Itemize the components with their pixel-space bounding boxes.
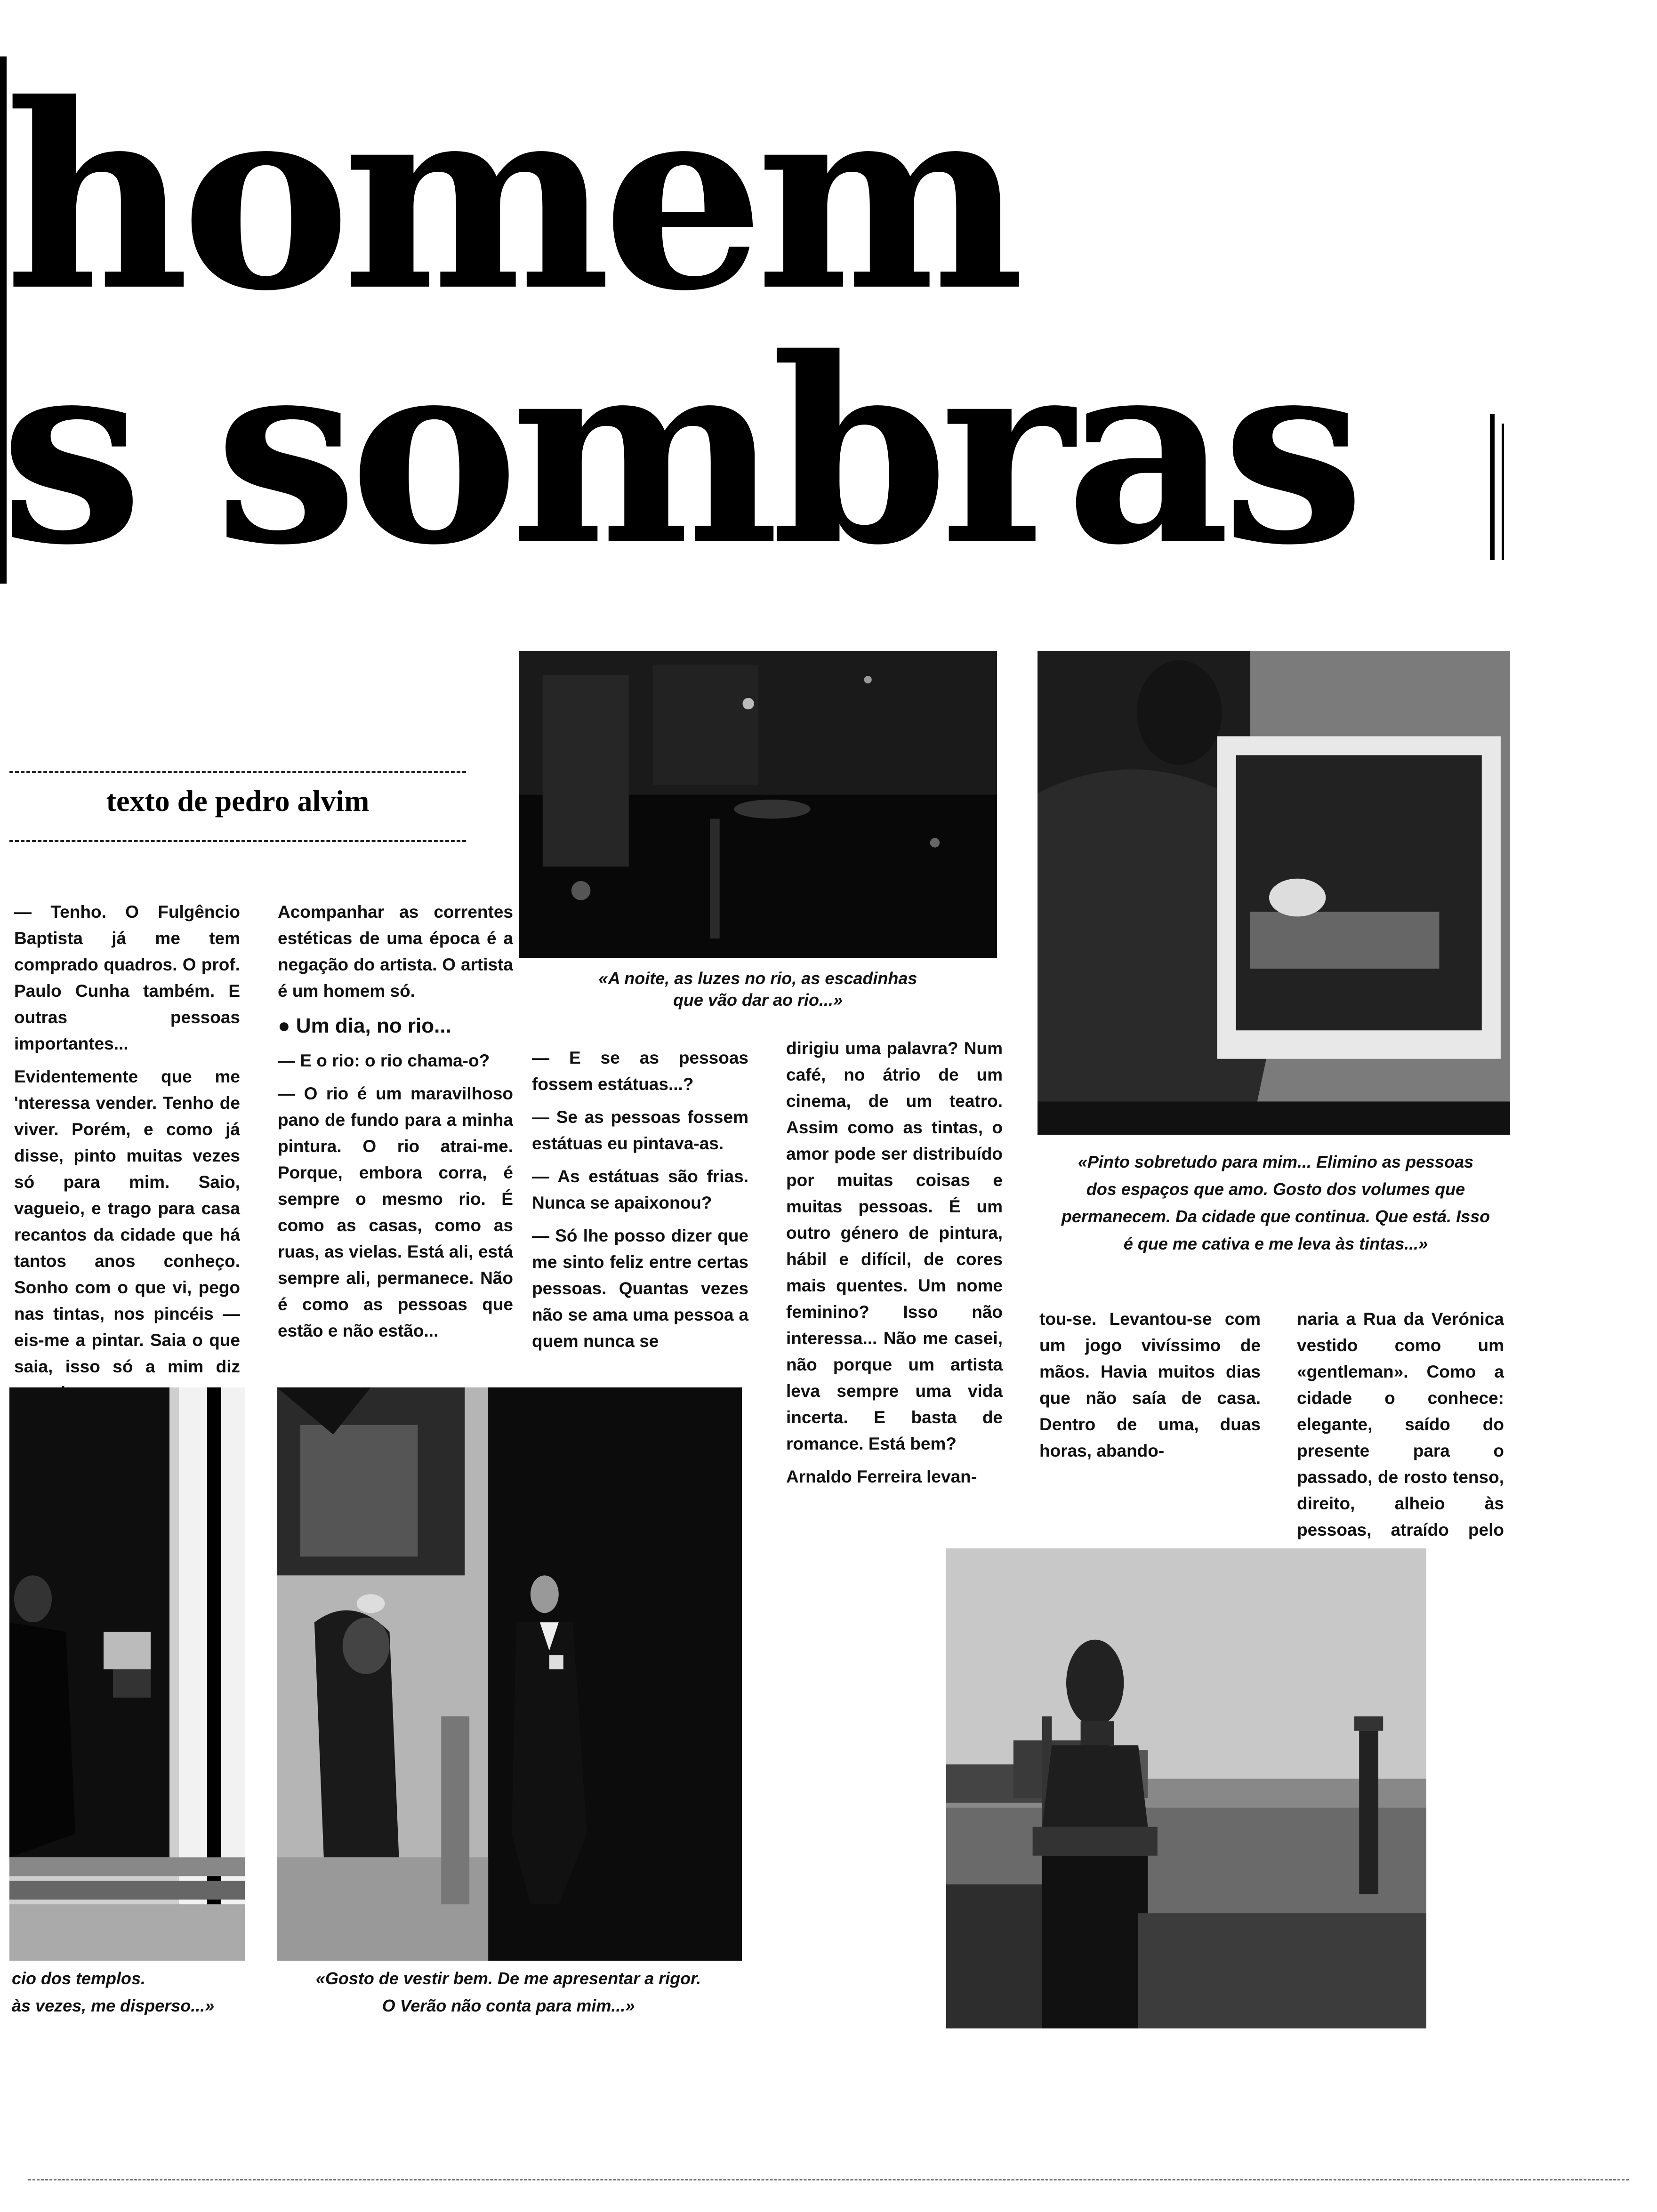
- river-pillar-photo: [946, 1548, 1426, 2028]
- text-column-4: [786, 1035, 1003, 1497]
- caption-dress: [292, 1965, 725, 2020]
- caption-painter: [1050, 1148, 1502, 1258]
- headline-line-2: s sombras: [0, 303, 1357, 601]
- col1-para-1: — Tenho. O Fulgêncio Baptista já me tem comprado quadros. O prof. Paulo Cunha também. E outras pessoas importantes...: [14, 902, 240, 1053]
- caption-painter-line-1: «Pinto sobretudo para mim... Elimino as pessoas: [1078, 1152, 1474, 1171]
- caption-dress-line-2: O Verão não conta para mim...»: [382, 1996, 635, 2015]
- col6-para-1: naria a Rua da Verónica vestido como um «gentleman». Como a cidade o conhece: elegante, saído do presente para o passado, de rosto tenso, direito, alheio às pessoas, atraído pelo: [1297, 1309, 1504, 1539]
- caption-temples: [12, 1965, 257, 2020]
- text-column-1: [14, 899, 240, 1413]
- text-column-6: [1297, 1306, 1504, 1576]
- text-column-5: [1039, 1306, 1261, 1471]
- text-column-2: [278, 899, 513, 1351]
- caption-night-river-line-1: «A noite, as luzes no rio, as escadinhas: [598, 969, 917, 988]
- text-column-3: [532, 1045, 748, 1361]
- byline: texto de pedro alvim: [106, 784, 370, 817]
- headline-line-1: homem: [5, 48, 1017, 347]
- headline-right-bars: [1490, 414, 1495, 560]
- caption-night-river: [541, 965, 974, 1014]
- gentleman-at-door-photo: [277, 1387, 742, 1961]
- col2-para-1: Acompanhar as correntes estéticas de uma época é a negação do artista. O artista é um homem só.: [278, 902, 513, 1001]
- byline-rule-top: [9, 771, 466, 773]
- painter-at-easel-photo: [1038, 651, 1510, 1135]
- caption-painter-line-2: dos espaços que amo. Gosto dos volumes que permanecem. Da cidade que continua. Que está. Isso: [1061, 1179, 1490, 1226]
- caption-night-river-line-2: que vão dar ao rio...»: [673, 990, 843, 1010]
- caption-temples-line-1: cio dos templos.: [12, 1969, 146, 1988]
- caption-temples-line-2: às vezes, me disperso...»: [12, 1996, 215, 2015]
- col5-para-1: tou-se. Levantou-se com um jogo vivíssimo de mãos. Havia muitos dias que não saía de casa. Dentro de uma, duas horas, abando-: [1039, 1309, 1261, 1460]
- col4-para-1: dirigiu uma palavra? Num café, no átrio de um cinema, de um teatro. Assim como as tintas, o amor pode ser distribuído por muitas coisas e muitas pessoas. É um outro género de pintura, hábil e difícil, de cores mais quentes. Um nome feminino? Isso não interessa... Não me casei, não porque um artista leva sempre uma vida incerta. E basta de romance. Está bem?: [786, 1039, 1003, 1453]
- night-river-photo: [519, 651, 997, 958]
- col4-para-2: Arnaldo Ferreira levan-: [786, 1467, 977, 1486]
- col2-subhead: ● Um dia, no rio...: [278, 1014, 451, 1037]
- street-doorway-photo: [9, 1387, 245, 1961]
- col3-para-2: — Se as pessoas fossem estátuas eu pintava-as.: [532, 1107, 748, 1153]
- col3-para-1: — E se as pessoas fossem estátuas...?: [532, 1048, 748, 1094]
- col3-para-4: — Só lhe posso dizer que me sinto feliz entre certas pessoas. Quantas vezes não se ama uma pessoa a quem nunca se: [532, 1226, 748, 1351]
- col2-para-3: — O rio é um maravilhoso pano de fundo para a minha pintura. O rio atrai-me. Porque, embora corra, é sempre o mesmo rio. É como as casas, como as ruas, as vielas. Está ali, está sempre ali, permanece. Não é como as pessoas que estão e não estão...: [278, 1084, 513, 1340]
- caption-dress-line-1: «Gosto de vestir bem. De me apresentar a rigor.: [315, 1969, 701, 1988]
- col1-para-2: Evidentemente que me 'nteressa vender. Tenho de viver. Porém, e como já disse, pinto muitas vezes só para mim. Saio, vagueio, e trago para casa recantos da cidade que há tantos anos conheço. Sonho com o que vi, pego nas tintas, nos pincéis — eis-me a pintar. Saia o que saia, isso só a mim diz: [14, 1067, 240, 1376]
- headline-right-bar-thin: [1502, 424, 1504, 560]
- page-bottom-rule: [28, 2179, 1629, 2180]
- col2-para-2: — E o rio: o rio chama-o?: [278, 1051, 490, 1070]
- byline-rule-bottom: [9, 840, 466, 842]
- col3-para-3: — As estátuas são frias. Nunca se apaixonou?: [532, 1167, 748, 1212]
- caption-painter-line-3: é que me cativa e me leva às tintas...»: [1123, 1234, 1428, 1253]
